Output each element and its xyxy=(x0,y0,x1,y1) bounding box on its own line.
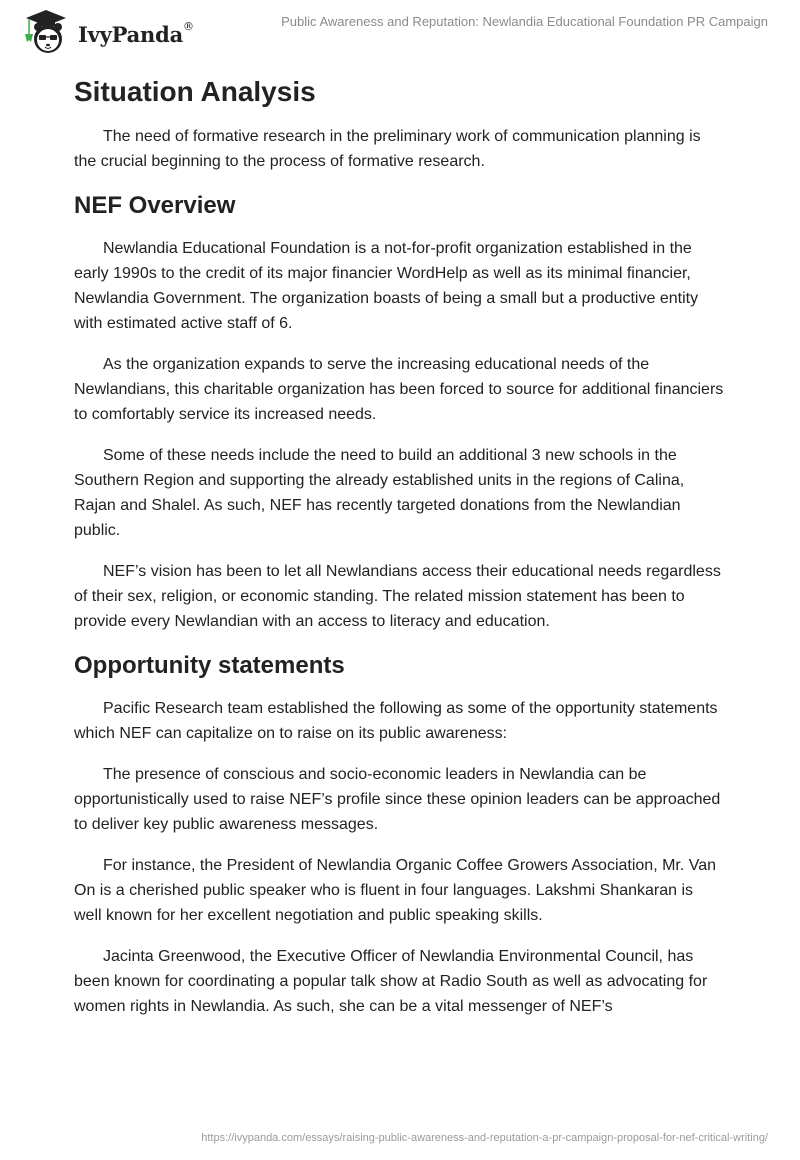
paragraph: For instance, the President of Newlandia Organic Coffee Growers Association, Mr. Van On is a cherished public speaker who is fluent in four languages. Lakshmi Shankaran is well known for her excellent negotiation and public speaking skills. xyxy=(74,857,717,924)
heading-opportunity-statements: Opportunity statements xyxy=(74,652,345,679)
heading-situation-analysis: Situation Analysis xyxy=(74,76,316,107)
ivypanda-logo[interactable] xyxy=(20,8,194,56)
paragraph: Some of these needs include the need to build an additional 3 new schools in the Southern Region and supporting the already established units in the regions of Calina, Rajan and Shalel. As such, NEF has recently targeted donations from the Newlandian public. xyxy=(74,447,685,539)
page-header xyxy=(0,0,800,60)
paragraph: Newlandia Educational Foundation is a not-for-profit organization established in the early 1990s to the credit of its major financier WordHelp as well as its minimal financier, Newlandia Government. The organization boasts of being a small but a productive entity with estimated active staff of 6. xyxy=(74,240,699,332)
brand-name: IvyPanda® xyxy=(78,19,194,47)
panda-graduation-cap-icon xyxy=(20,8,72,56)
heading-nef-overview: NEF Overview xyxy=(74,192,236,219)
paragraph: Jacinta Greenwood, the Executive Officer of Newlandia Environmental Council, has been known for coordinating a popular talk show at Radio South as well as advocating for women rights in Newlandia. As such, she can be a vital messenger of NEF’s xyxy=(74,948,708,1015)
paragraph: NEF’s vision has been to let all Newlandians access their educational needs regardless of their sex, religion, or economic standing. The related mission statement has been to provide every Newlandian with an access to literacy and education. xyxy=(74,563,721,630)
source-url[interactable]: https://ivypanda.com/essays/raising-public-awareness-and-reputation-a-pr-campaign-proposal-for-nef-critical-writing/ xyxy=(201,1132,768,1144)
document-title: Public Awareness and Reputation: Newlandia Educational Foundation PR Campaign xyxy=(281,14,768,29)
article-body xyxy=(74,70,724,1035)
paragraph: As the organization expands to serve the increasing educational needs of the Newlandians, this charitable organization has been forced to source for additional financiers to comfortably service its increased needs. xyxy=(74,356,724,423)
paragraph: The presence of conscious and socio-economic leaders in Newlandia can be opportunistically used to raise NEF’s profile since these opinion leaders can be approached to deliver key public awareness messages. xyxy=(74,766,721,833)
paragraph: Pacific Research team established the following as some of the opportunity statements which NEF can capitalize on to raise on its public awareness: xyxy=(74,700,718,742)
paragraph: The need of formative research in the preliminary work of communication planning is the crucial beginning to the process of formative research. xyxy=(74,128,701,170)
